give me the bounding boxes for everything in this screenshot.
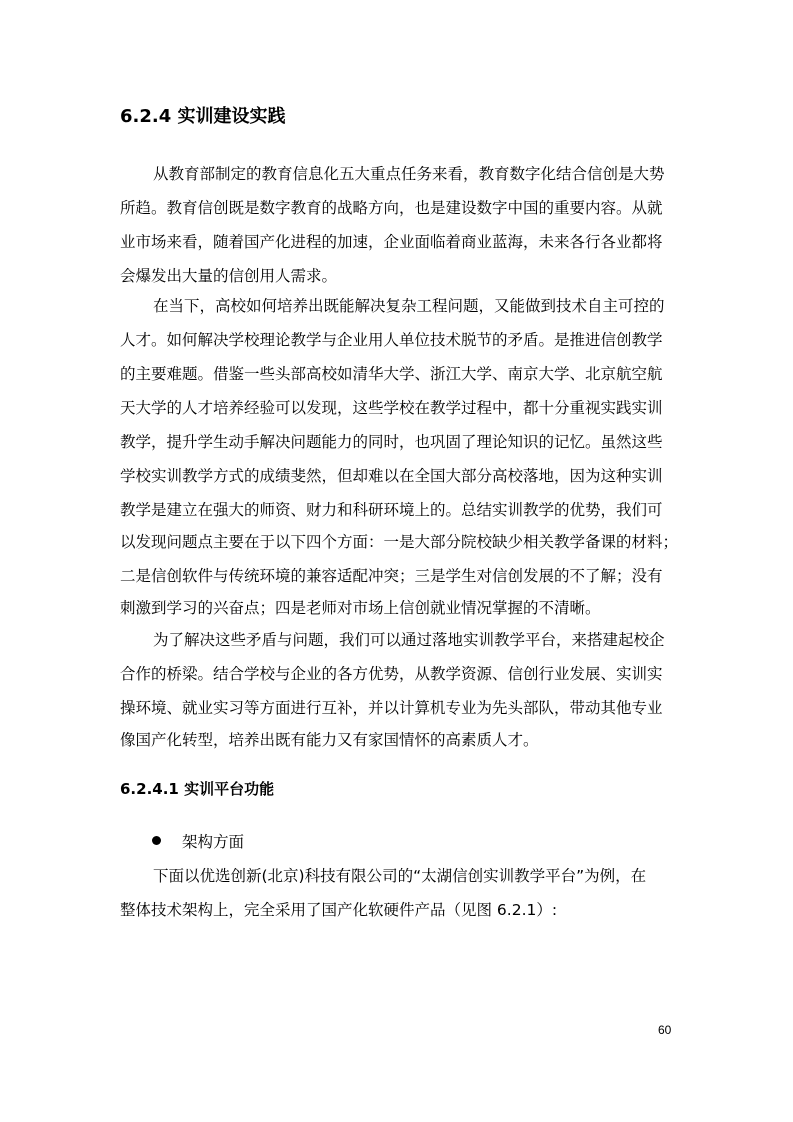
bullet-dot-icon [152, 836, 161, 845]
paragraph-line: 的主要难题。借鉴一些头部高校如清华大学、浙江大学、南京大学、北京航空航 [120, 365, 663, 383]
paragraph-line: 二是信创软件与传统环境的兼容适配冲突；三是学生对信创发展的不了解；没有 [120, 567, 663, 585]
subsection-heading: 6.2.4.1 实训平台功能 [120, 780, 275, 798]
paragraph-line: 从教育部制定的教育信息化五大重点任务来看，教育数字化结合信创是大势 [153, 165, 665, 183]
paragraph-line: 在当下，高校如何培养出既能解决复杂工程问题，又能做到技术自主可控的 [153, 297, 665, 315]
paragraph-line: 教学是建立在强大的师资、财力和科研环境上的。总结实训教学的优势，我们可 [120, 501, 663, 519]
page-number: 60 [658, 1023, 672, 1037]
paragraph-line: 所趋。教育信创既是数字教育的战略方向，也是建设数字中国的重要内容。从就 [120, 199, 663, 217]
paragraph-line: 天大学的人才培养经验可以发现，这些学校在教学过程中，都十分重视实践实训 [120, 399, 663, 417]
paragraph-line: 下面以优选创新(北京)科技有限公司的“太湖信创实训教学平台”为例，在 [153, 867, 647, 885]
paragraph-line: 刺激到学习的兴奋点；四是老师对市场上信创就业情况掌握的不清晰。 [120, 599, 601, 617]
paragraph-line: 教学，提升学生动手解决问题能力的同时，也巩固了理论知识的记忆。虽然这些 [120, 433, 663, 451]
bullet-item-label: 架构方面 [182, 833, 245, 851]
section-heading: 6.2.4 实训建设实践 [120, 106, 286, 127]
paragraph-line: 操环境、就业实习等方面进行互补，并以计算机专业为先头部队，带动其他专业 [120, 699, 663, 717]
paragraph-line: 像国产化转型，培养出既有能力又有家国情怀的高素质人才。 [120, 731, 539, 749]
paragraph-line: 为了解决这些矛盾与问题，我们可以通过落地实训教学平台，来搭建起校企 [153, 631, 665, 649]
paragraph-line: 整体技术架构上，完全采用了国产化软硬件产品（见图 6.2.1）: [120, 901, 558, 919]
paragraph-line: 学校实训教学方式的成绩斐然，但却难以在全国大部分高校落地，因为这种实训 [120, 467, 663, 485]
paragraph-line: 以发现问题点主要在于以下四个方面：一是大部分院校缺少相关教学备课的材料； [120, 533, 679, 551]
paragraph-line: 合作的桥梁。结合学校与企业的各方优势，从教学资源、信创行业发展、实训实 [120, 665, 663, 683]
paragraph-line: 业市场来看，随着国产化进程的加速，企业面临着商业蓝海，未来各行各业都将 [120, 233, 663, 251]
paragraph-line: 人才。如何解决学校理论教学与企业用人单位技术脱节的矛盾。是推进信创教学 [120, 331, 663, 349]
paragraph-line: 会爆发出大量的信创用人需求。 [120, 267, 338, 285]
